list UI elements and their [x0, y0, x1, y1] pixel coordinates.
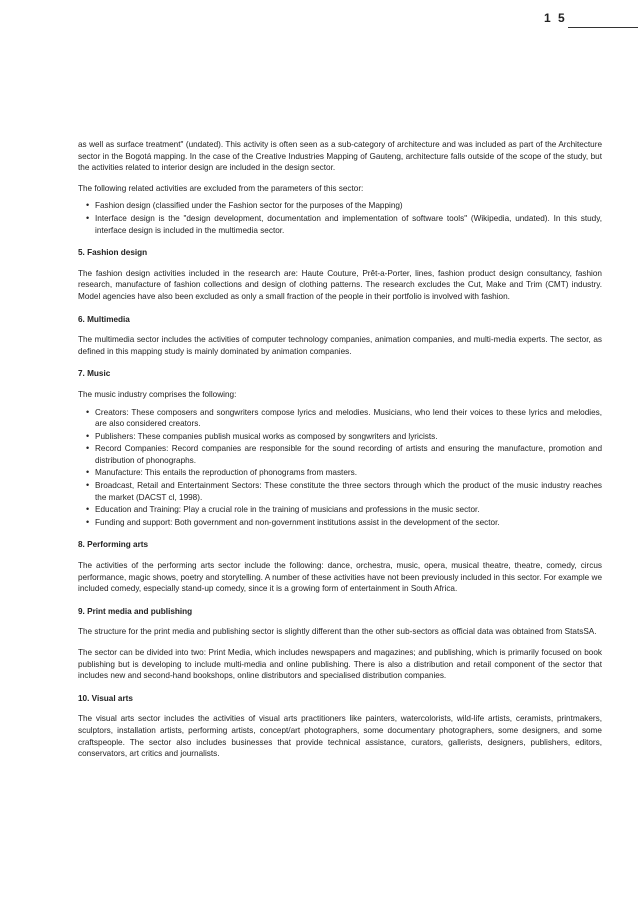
excluded-activities-intro: The following related activities are excluded from the parameters of this sector:	[78, 183, 364, 193]
section-heading-performing-arts: 8. Performing arts	[78, 540, 149, 550]
section-heading-multimedia: 6. Multimedia	[78, 314, 130, 324]
list-item: • Education and Training: Play a crucial role in the training of musicians and professions in the music sector.	[95, 504, 602, 516]
list-item: • Publishers: These companies publish musical works as composed by songwriters and lyricists.	[95, 431, 602, 443]
intro-paragraph: as well as surface treatment" (undated). This activity is often seen as a sub-category of architecture and was included as part of the Architecture sector in the Bogotá mapping. In the case of the Creative Industries Mapping of Gauteng, architecture falls outside of the scope of the study, but the activities related to interior design are included in the design sector.	[78, 140, 602, 173]
section-heading-visual-arts: 10. Visual arts	[78, 693, 133, 703]
page-body	[78, 139, 602, 760]
section-heading-music: 7. Music	[78, 369, 111, 379]
list-item: • Record Companies: Record companies are responsible for the sound recording of artists and ensuring the manufacture, promotion and distribution of phonographs.	[95, 443, 602, 466]
excluded-activities-list	[78, 200, 602, 236]
fashion-paragraph: The fashion design activities included in the research are: Haute Couture, Prêt-a-Porter, lines, fashion product design consultancy, fashion research, manufacture of fashion collections and design of clothing patterns. The research excludes the Cut, Make and Trim (CMT) industry. Model agencies have also been excluded as only a small fraction of the people in their portfolio is involved with fashion.	[78, 268, 602, 301]
page-number-rule	[568, 27, 638, 28]
list-item: • Interface design is the "design development, documentation and implementation of software tools" (Wikipedia, undated). In this study, interface design is included in the multimedia sector.	[95, 213, 602, 236]
list-item: • Manufacture: This entails the reproduction of phonograms from masters.	[95, 467, 602, 479]
list-item: • Fashion design (classified under the Fashion sector for the purposes of the Mapping)	[95, 200, 602, 212]
multimedia-paragraph: The multimedia sector includes the activities of computer technology companies, animation companies, and multi-media experts. The sector, as defined in this mapping study is mainly dominated by animation companies.	[78, 335, 602, 356]
visual-arts-paragraph: The visual arts sector includes the activities of visual arts practitioners like painters, watercolorists, wild-life artists, ceramists, printmakers, sculptors, installation artists, performing artists, concept/art photographers, some documentary photographers, some designers, and some craftspeople. The sector also includes businesses that provide technical assistance, curators, gallerists, designers, publishers, editors, conservators, art critics and journalists.	[78, 714, 602, 759]
list-item: • Broadcast, Retail and Entertainment Sectors: These constitute the three sectors through which the product of the music industry reaches the market (DACST cl, 1998).	[95, 480, 602, 503]
print-media-paragraph-2: The sector can be divided into two: Print Media, which includes newspapers and magazines; and publishing, which is primarily focused on book publishing but is developing to include multi-media and online publishing. There is also a distribution and retail component of the sector that includes new and second-hand bookshops, online distributors and specialised distribution companies.	[78, 648, 602, 681]
page-number: 1 5	[544, 11, 567, 25]
print-media-paragraph-1: The structure for the print media and publishing sector is slightly different than the other sub-sectors as official data was obtained from StatsSA.	[78, 627, 597, 637]
section-heading-fashion: 5. Fashion design	[78, 248, 148, 258]
section-heading-print-media: 9. Print media and publishing	[78, 606, 193, 616]
performing-arts-paragraph: The activities of the performing arts sector include the following: dance, orchestra, music, opera, musical theatre, theatre, comedy, circus performance, magic shows, poetry and storytelling. A number of these activities have not been previously included in this sector. For example we included comedy, especially stand-up comedy, since it is a growing form of entertainment in South Africa.	[78, 561, 602, 594]
list-item: • Funding and support: Both government and non-government institutions assist in the development of the sector.	[95, 517, 602, 529]
music-list	[78, 407, 602, 529]
list-item: • Creators: These composers and songwriters compose lyrics and melodies. Musicians, who lend their voices to these lyrics and melodies, are also considered creators.	[95, 407, 602, 430]
music-paragraph: The music industry comprises the following:	[78, 389, 237, 399]
